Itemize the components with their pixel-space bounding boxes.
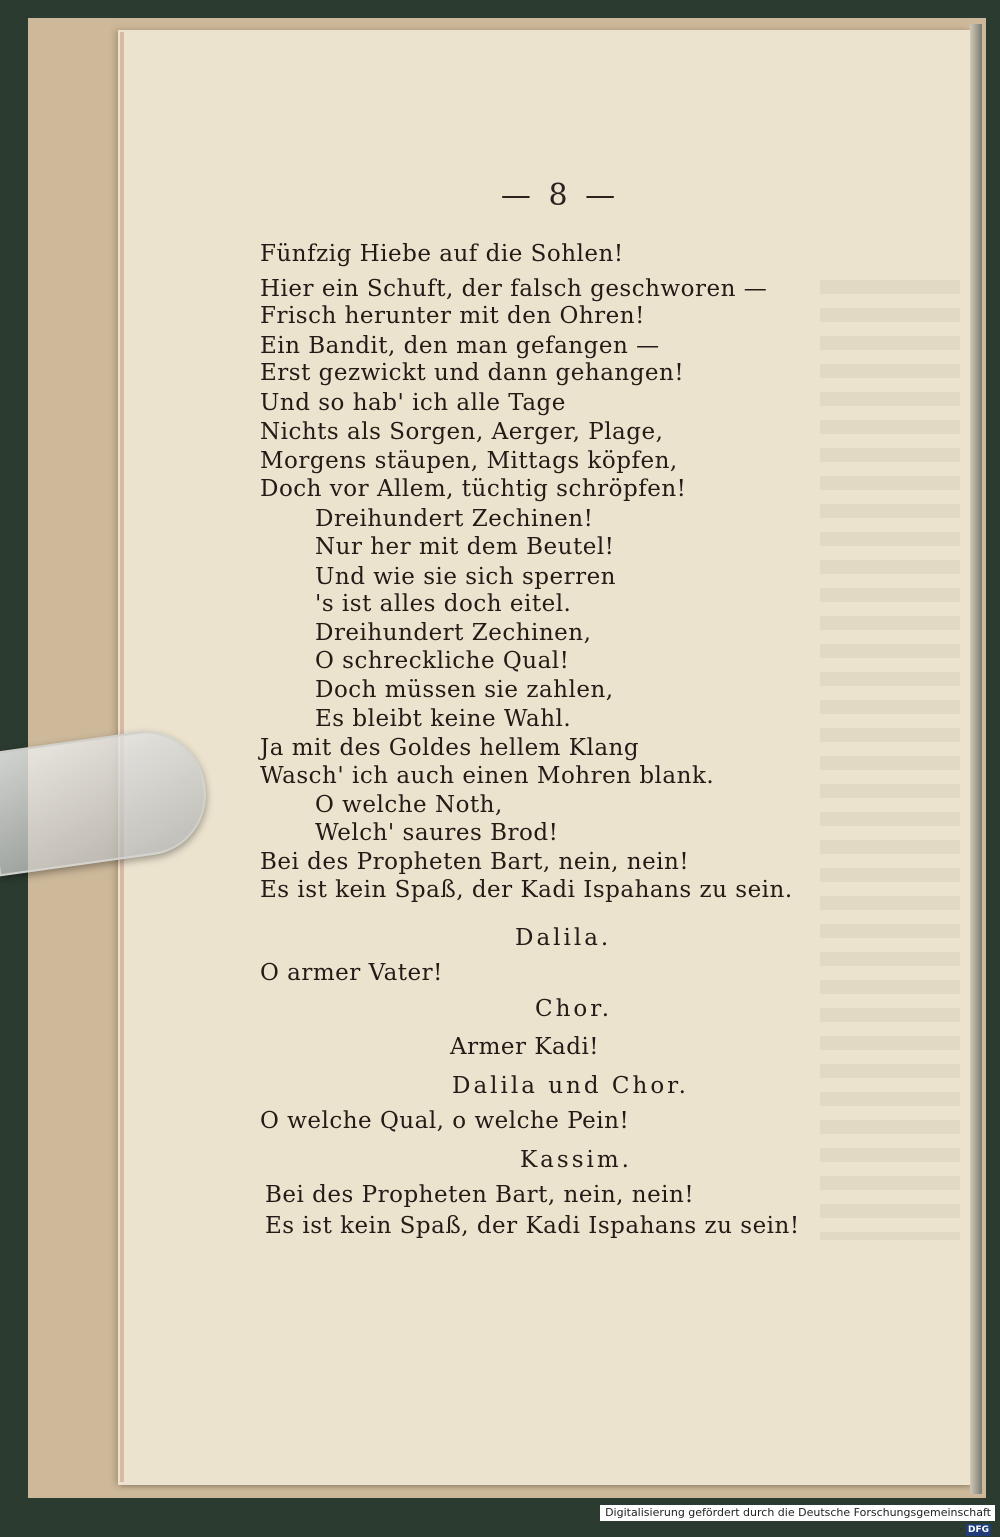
verse-line: Es ist kein Spaß, der Kadi Ispahans zu sein.: [260, 877, 793, 903]
speaker-heading: Chor.: [535, 996, 613, 1022]
verse-line: O schreckliche Qual!: [315, 648, 570, 674]
verse-line: Morgens stäupen, Mittags köpfen,: [260, 448, 678, 474]
verse-line: O welche Noth,: [315, 792, 503, 818]
speaker-heading: Dalila.: [515, 925, 612, 951]
verse-line: Es bleibt keine Wahl.: [315, 706, 572, 732]
page-number: — 8 —: [500, 178, 620, 213]
verse-line: Doch müssen sie zahlen,: [315, 677, 614, 703]
verse-line: 's ist alles doch eitel.: [315, 591, 572, 617]
verse-line: Dreihundert Zechinen,: [315, 620, 592, 646]
verse-line: Und wie sie sich sperren: [315, 564, 616, 590]
verse-line: Frisch herunter mit den Ohren!: [260, 303, 645, 329]
verse-line: Bei des Propheten Bart, nein, nein!: [260, 849, 690, 875]
verse-line: Ja mit des Goldes hellem Klang: [260, 735, 640, 761]
footer-text: Digitalisierung gefördert durch die Deutsche Forschungsgemeinschaft -: [605, 1506, 991, 1535]
verse-line: Und so hab' ich alle Tage: [260, 390, 566, 416]
show-through-text: [820, 280, 960, 1240]
verse-line: Doch vor Allem, tüchtig schröpfen!: [260, 476, 687, 502]
verse-line: Armer Kadi!: [450, 1034, 600, 1060]
verse-line: Erst gezwickt und dann gehangen!: [260, 360, 685, 386]
verse-line: O armer Vater!: [260, 960, 443, 986]
verse-line: Nur her mit dem Beutel!: [315, 534, 615, 560]
page-right-edge: [970, 24, 982, 1494]
verse-line: Hier ein Schuft, der falsch geschworen —: [260, 276, 768, 302]
verse-line: Es ist kein Spaß, der Kadi Ispahans zu sein!: [265, 1213, 800, 1239]
verse-line: Welch' saures Brod!: [315, 820, 559, 846]
verse-line: Fünfzig Hiebe auf die Sohlen!: [260, 241, 624, 267]
verse-line: Wasch' ich auch einen Mohren blank.: [260, 763, 715, 789]
dfg-logo: DFG: [967, 1525, 989, 1535]
verse-line: Dreihundert Zechinen!: [315, 506, 594, 532]
speaker-heading: Kassim.: [520, 1147, 632, 1173]
footer-bar: [600, 1505, 995, 1535]
speaker-heading: Dalila und Chor.: [452, 1073, 689, 1099]
verse-line: Bei des Propheten Bart, nein, nein!: [265, 1182, 695, 1208]
verse-line: Nichts als Sorgen, Aerger, Plage,: [260, 419, 664, 445]
verse-line: Ein Bandit, den man gefangen —: [260, 333, 660, 359]
verse-line: O welche Qual, o welche Pein!: [260, 1108, 630, 1134]
